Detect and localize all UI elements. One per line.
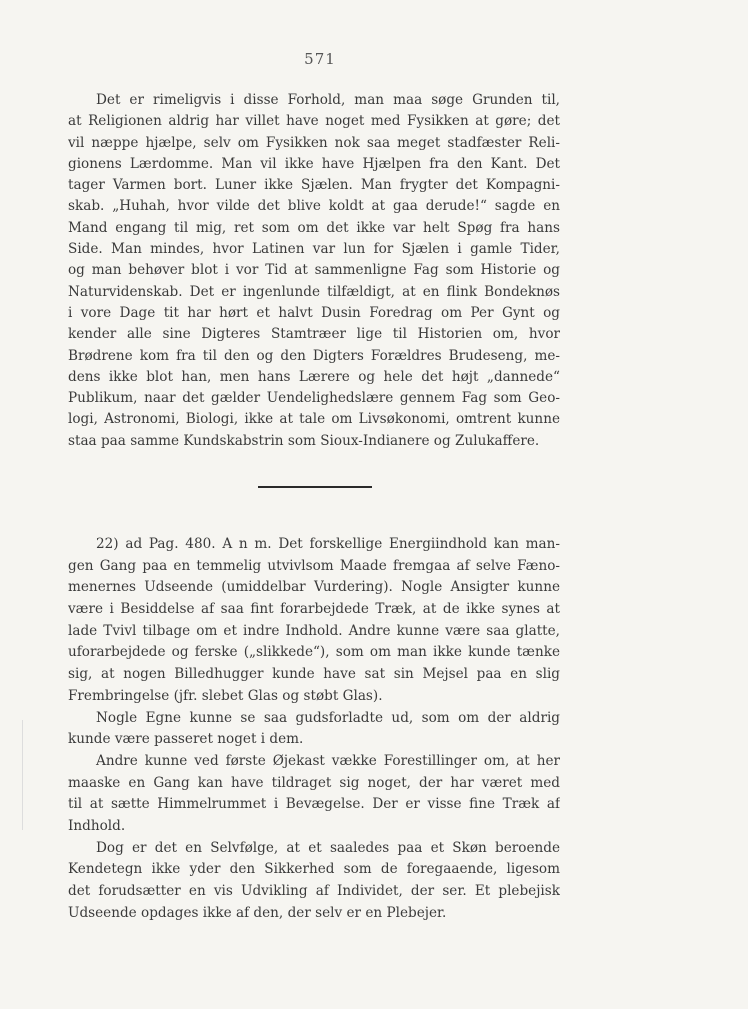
text-line: Publikum, naar det gælder Uendelighedslære gennem Fag som Geo- xyxy=(68,390,560,407)
text-line: staa paa samme Kundskabstrin som Sioux-Indianere og Zulukaffere. xyxy=(68,432,540,449)
note-paragraph xyxy=(68,751,560,838)
text-line: Andre kunne ved første Øjekast vække Forestillinger om, at her xyxy=(96,752,560,769)
text-line: menernes Udseende (umiddelbar Vurdering). Nogle Ansigter kunne xyxy=(68,579,560,596)
text-line: Side. Man mindes, hvor Latinen var lun for Sjælen i gamle Tider, xyxy=(68,241,560,258)
section-divider xyxy=(258,486,372,488)
text-line: maaske en Gang kan have tildraget sig noget, der har været med xyxy=(68,774,560,791)
text-line: i vore Dage tit har hørt et halvt Dusin Foredrag om Per Gynt og xyxy=(68,304,560,321)
text-line: Det er rimeligvis i disse Forhold, man maa søge Grunden til, xyxy=(96,92,560,108)
page-number: 571 xyxy=(304,50,336,68)
text-line: at Religionen aldrig har villet have noget med Fysikken at gøre; det xyxy=(68,113,560,130)
text-line: gen Gang paa en temmelig utvivlsom Maade fremgaa af selve Fæno- xyxy=(68,557,560,574)
text-line: til at sætte Himmelrummet i Bevægelse. Der er visse fine Træk af xyxy=(68,796,560,813)
text-line: og man behøver blot i vor Tid at sammenligne Fag som Historie og xyxy=(68,262,560,279)
text-line: uforarbejdede og ferske („slikkede“), som om man ikke kunde tænke xyxy=(68,644,560,661)
text-line: Naturvidenskab. Det er ingenlunde tilfældigt, at en flink Bondeknøs xyxy=(68,283,560,300)
text-line: Mand engang til mig, ret som om det ikke var helt Spøg fra hans xyxy=(68,219,560,236)
text-line: Kendetegn ikke yder den Sikkerhed som de foregaaende, ligesom xyxy=(68,861,560,878)
text-line: skab. „Huhah, hvor vilde det blive koldt at gaa derude!“ sagde en xyxy=(68,198,560,215)
text-line: være i Besiddelse af saa fint forarbejdede Træk, at de ikke synes at xyxy=(68,601,560,618)
text-line: tager Varmen bort. Luner ikke Sjælen. Man frygter det Kompagni- xyxy=(68,177,560,194)
text-line: kender alle sine Digteres Stamtræer lige til Historien om, hvor xyxy=(68,326,560,343)
text-line: Frembringelse (jfr. slebet Glas og støbt Glas). xyxy=(68,687,383,704)
text-line: vil næppe hjælpe, selv om Fysikken nok saa meget stadfæster Reli- xyxy=(68,134,560,151)
text-line: sig, at nogen Billedhugger kunde have sat sin Mejsel paa en slig xyxy=(68,666,560,683)
notes-block xyxy=(68,534,560,924)
note-paragraph xyxy=(68,708,560,751)
text-line: 22) ad Pag. 480. A n m. Det forskellige Energiindhold kan man- xyxy=(96,536,560,552)
text-line: logi, Astronomi, Biologi, ikke at tale om Livsøkonomi, omtrent kunne xyxy=(68,411,560,428)
text-line: Brødrene kom fra til den og den Digters Forældres Brudeseng, me- xyxy=(68,347,560,364)
text-line: det forudsætter en vis Udvikling af Individet, der ser. Et plebejisk xyxy=(68,883,560,899)
text-line: Dog er det en Selvfølge, at et saaledes paa et Skøn beroende xyxy=(96,839,560,856)
note-paragraph xyxy=(68,838,560,925)
text-line: kunde være passeret noget i dem. xyxy=(68,731,304,748)
text-line: Indhold. xyxy=(68,817,126,834)
text-line: Nogle Egne kunne se saa gudsforladte ud, som om der aldrig xyxy=(96,709,560,726)
note-paragraph xyxy=(68,534,560,708)
main-text-block xyxy=(68,90,560,452)
text-line: dens ikke blot han, men hans Lærere og hele det højt „dannede“ xyxy=(68,368,560,385)
text-line: gionens Lærdomme. Man vil ikke have Hjælpen fra den Kant. Det xyxy=(68,155,560,172)
text-line: lade Tvivl tilbage om et indre Indhold. Andre kunne være saa glatte, xyxy=(68,622,560,639)
text-line: Udseende opdages ikke af den, der selv er en Plebejer. xyxy=(68,904,447,921)
margin-mark xyxy=(22,720,23,830)
